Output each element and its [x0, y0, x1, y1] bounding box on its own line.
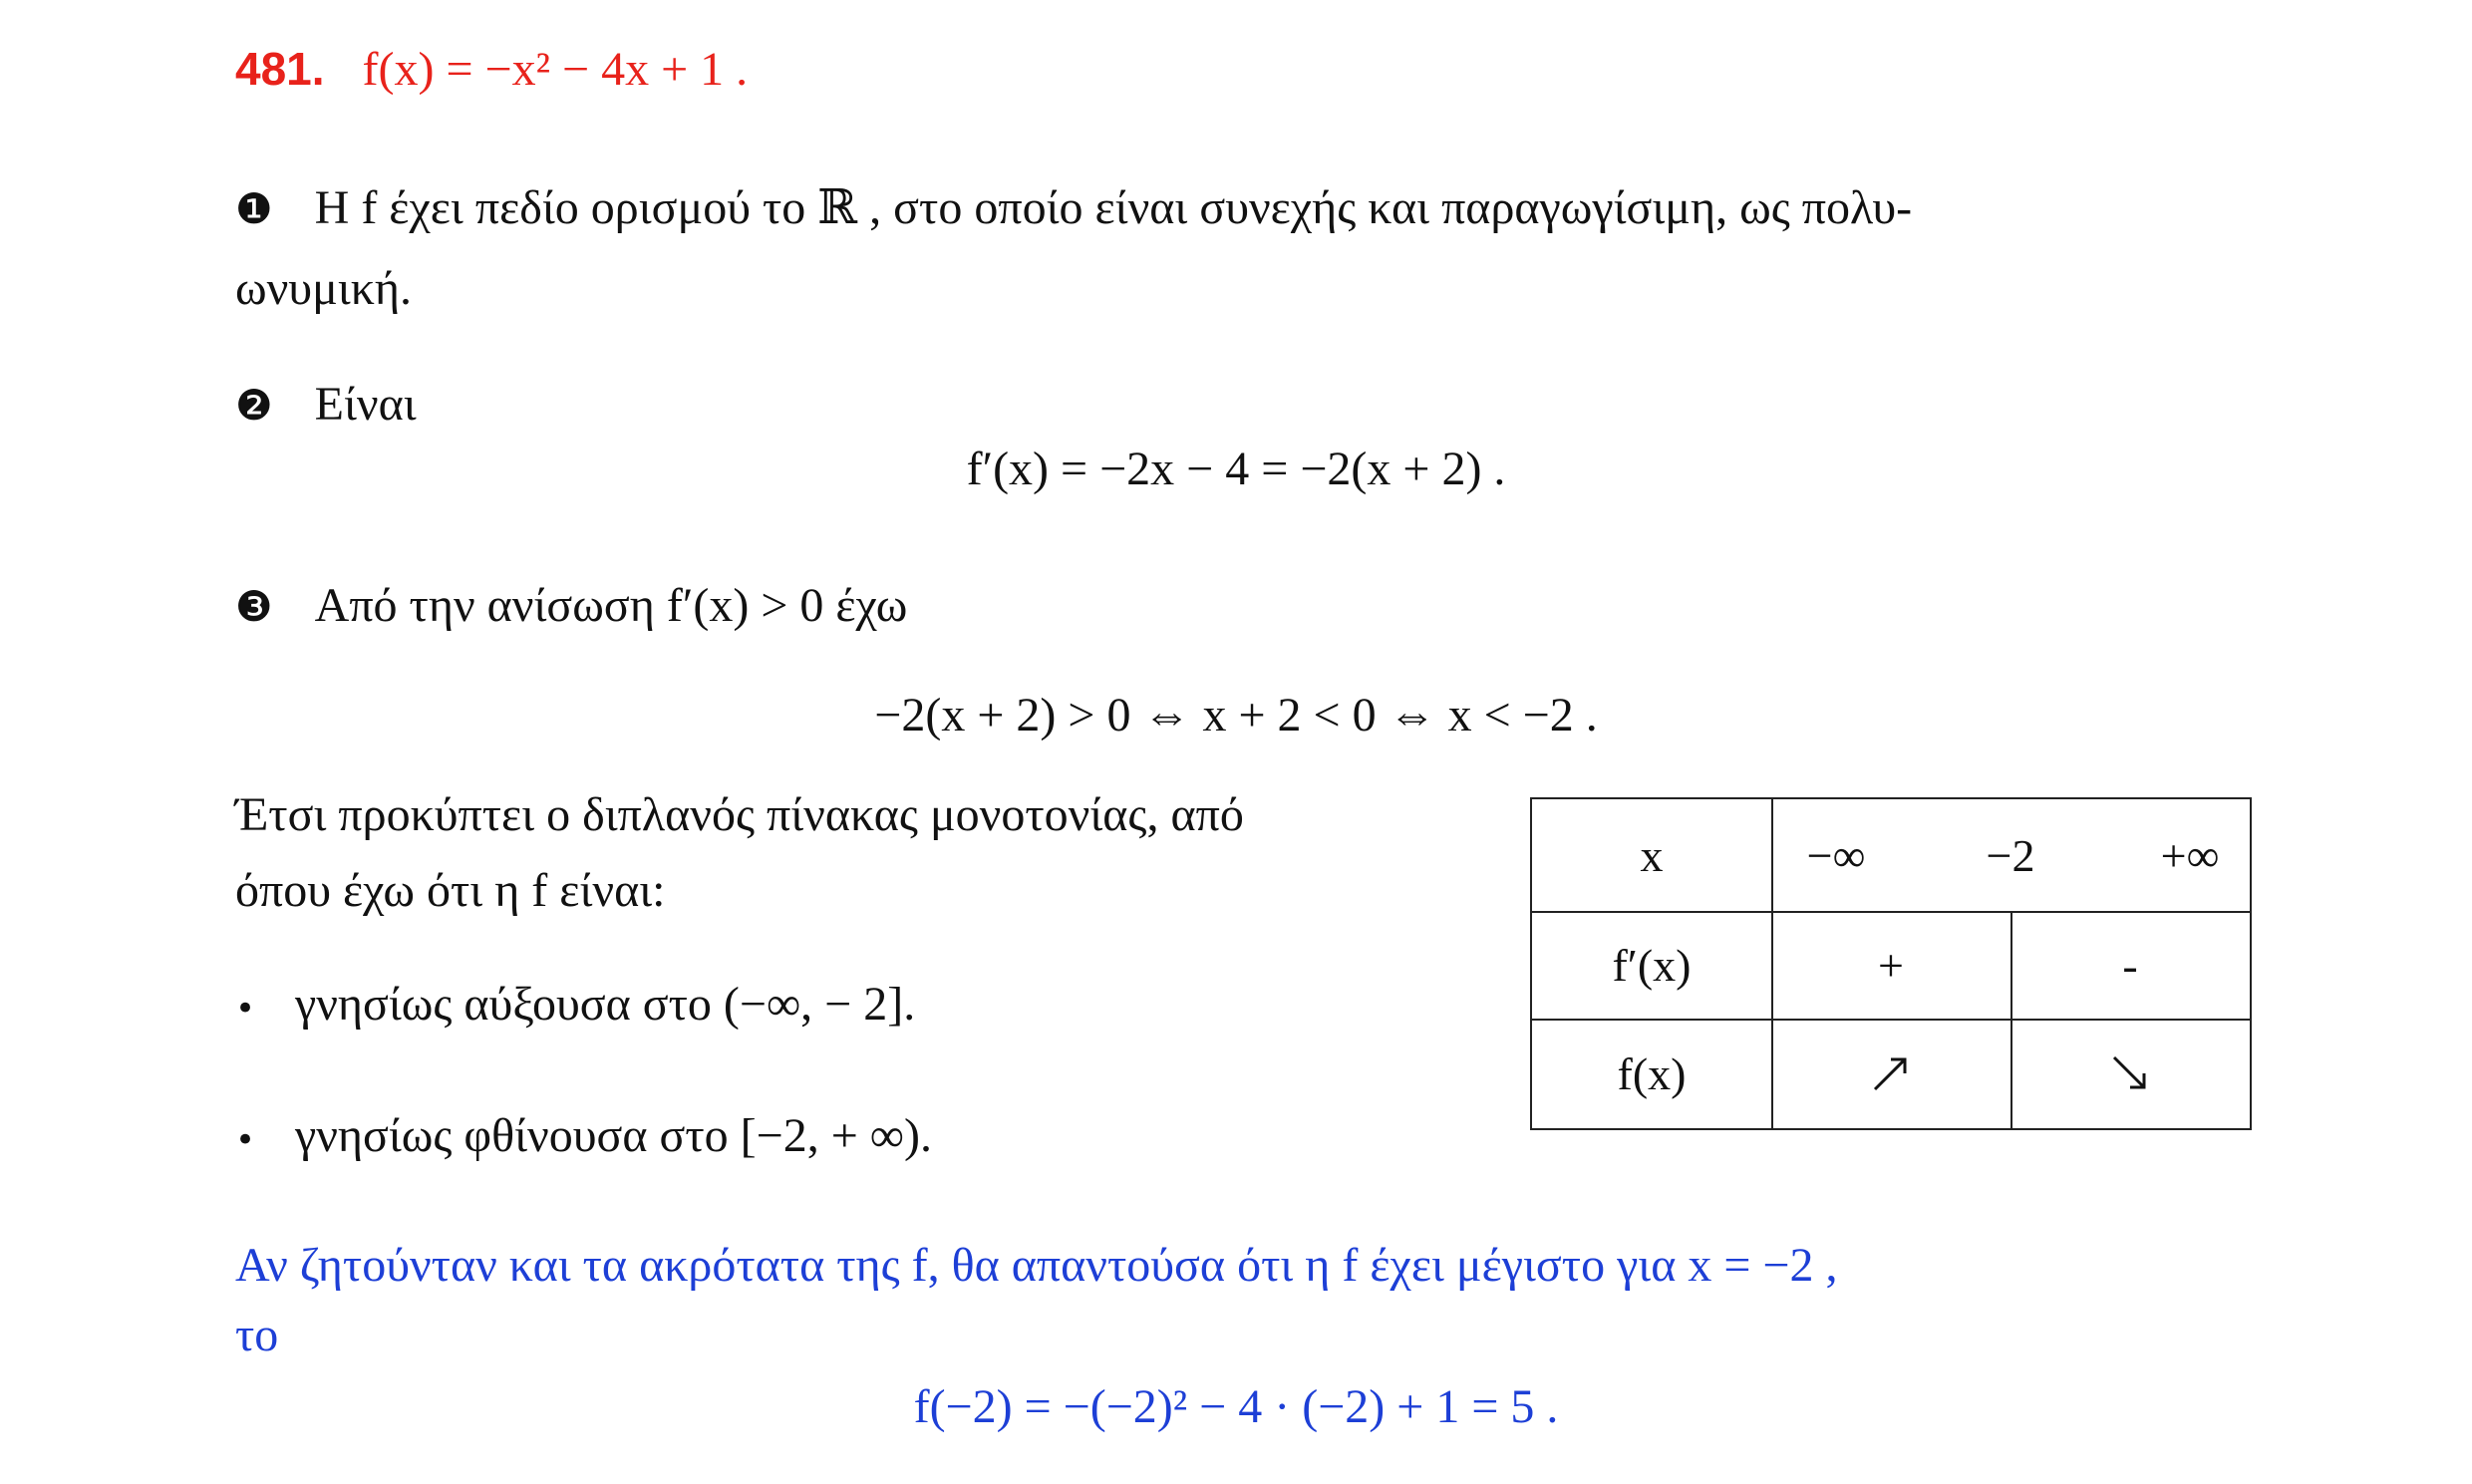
problem-function: f(x) = −x² − 4x + 1 .	[362, 43, 749, 96]
arrow-down-right-icon	[2010, 1019, 2250, 1128]
step-3	[235, 578, 907, 633]
extrema-line1: Αν ζητούνταν και τα ακρότατα της f, θα απαντούσα ότι η f έχει μέγιστο για x = −2 ,	[235, 1239, 1838, 1292]
monotonicity-table	[1530, 797, 2252, 1130]
bullet-decreasing	[235, 1108, 932, 1163]
bullet-increasing-text: γνησίως αύξουσα στο (−∞, − 2].	[295, 978, 916, 1031]
bullet-dot: •	[235, 989, 256, 1029]
extrema-line2: το	[235, 1309, 279, 1361]
step-2-text: Είναι	[314, 378, 417, 431]
conclusion-line2: όπου έχω ότι η f είναι:	[235, 864, 666, 917]
step-3-icon: ❸	[235, 582, 273, 631]
step-3-equation: −2(x + 2) > 0 ⇔ x + 2 < 0 ⇔ x < −2 .	[874, 689, 1598, 742]
bullet-dot: •	[235, 1120, 256, 1160]
table-header-root: −2	[1986, 829, 2035, 881]
problem-header	[235, 42, 748, 97]
step-1	[235, 179, 1912, 235]
bullet-decreasing-text: γνησίως φθίνουσα στο [−2, + ∞).	[295, 1109, 932, 1162]
derivative-sign-right: -	[2122, 939, 2138, 991]
bullet-increasing	[235, 977, 915, 1032]
table-header-neg-inf: −∞	[1806, 829, 1866, 881]
table-header-x: x	[1640, 829, 1664, 881]
extrema-equation: f(−2) = −(−2)² − 4 · (−2) + 1 = 5 .	[913, 1380, 1559, 1433]
step-2	[235, 377, 417, 432]
table-row-derivative-label: f′(x)	[1612, 939, 1692, 991]
step-1-line2: ωνυμική.	[235, 262, 412, 315]
step-2-equation: f′(x) = −2x − 4 = −2(x + 2) .	[966, 443, 1506, 495]
step-1-line1: Η f έχει πεδίο ορισμού το ℝ , στο οποίο είναι συνεχής και παραγωγίσιμη, ως πολυ-	[314, 181, 1913, 234]
step-2-icon: ❷	[235, 381, 273, 430]
table-header-pos-inf: +∞	[2160, 829, 2220, 881]
step-3-text: Από την ανίσωση f′(x) > 0 έχω	[314, 579, 908, 632]
arrow-up-right-icon	[1771, 1019, 2010, 1128]
problem-number: 481.	[235, 43, 325, 95]
derivative-sign-left: +	[1878, 939, 1904, 991]
conclusion-line1: Έτσι προκύπτει ο διπλανός πίνακας μονοτονίας, από	[235, 788, 1244, 841]
step-1-icon: ❶	[235, 184, 273, 233]
table-row-function-label: f(x)	[1617, 1047, 1687, 1099]
